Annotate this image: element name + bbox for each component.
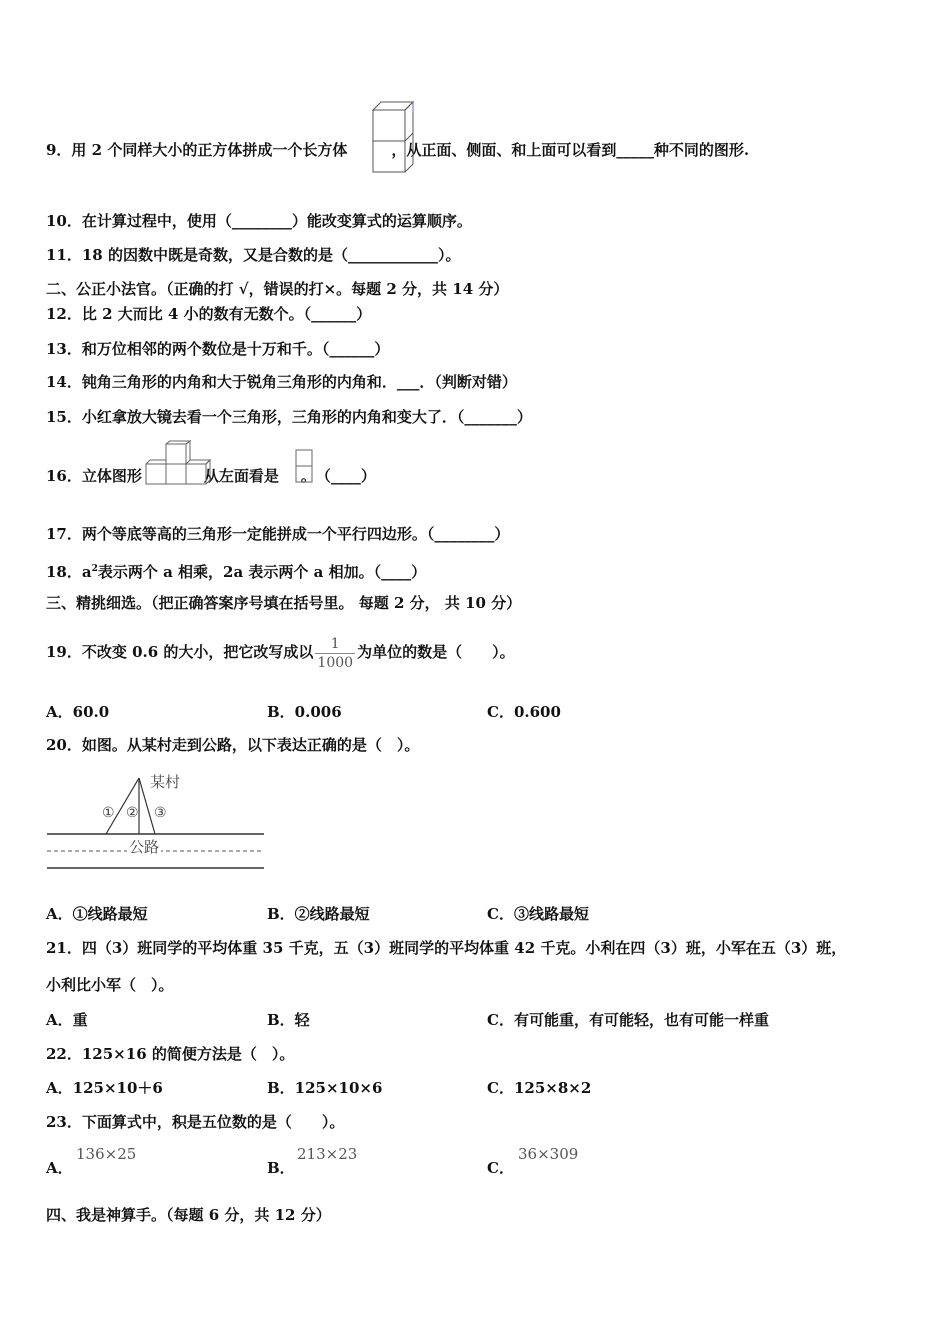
q18-superscript: 2 <box>91 564 98 574</box>
question-12: 12．比 2 大而比 4 小的数有无数个。（______） <box>46 305 372 323</box>
q18-text-rest: 表示两个 a 相乘，2a 表示两个 a 相加。（____） <box>97 563 427 581</box>
q9-text-pre: 9．用 2 个同样大小的正方体拼成一个长方体 <box>46 141 348 159</box>
q22-option-c: C．125×8×2 <box>487 1079 592 1097</box>
question-23: 23．下面算式中，积是五位数的是（ ）。 <box>46 1113 345 1131</box>
question-13: 13．和万位相邻的两个数位是十万和千。（______） <box>46 340 390 358</box>
section-4-heading: 四、我是神算手。（每题 6 分，共 12 分） <box>46 1206 331 1224</box>
q22-option-b: B．125×10×6 <box>267 1079 383 1097</box>
q20-option-b: B．②线路最短 <box>267 905 370 923</box>
left-view-figure <box>295 449 315 485</box>
q21-option-b: B．轻 <box>267 1011 310 1029</box>
q23-option-c-expression: 36×309 <box>518 1145 579 1163</box>
q23-option-b-label: B． <box>267 1159 295 1177</box>
route-1-label: ① <box>102 805 115 821</box>
question-21-line-1: 21．四（3）班同学的平均体重 35 千克，五（3）班同学的平均体重 42 千克。小利在四（3）班，小军在五（3）班， <box>46 939 847 957</box>
question-22: 22．125×16 的简便方法是（ ）。 <box>46 1045 295 1063</box>
road-label: 公路 <box>129 838 160 856</box>
q19-text-post: 为单位的数是（ ）。 <box>357 643 515 661</box>
q20-option-c: C．③线路最短 <box>487 905 589 923</box>
q21-option-a: A．重 <box>46 1011 88 1029</box>
section-2-heading: 二、公正小法官。（正确的打 √，错误的打×。每题 2 分，共 14 分） <box>46 280 509 298</box>
question-20: 20．如图。从某村走到公路，以下表达正确的是（ ）。 <box>46 736 420 754</box>
q16-text-post: 。 （____） <box>300 467 376 485</box>
fraction-denominator: 1000 <box>317 654 354 671</box>
q16-text-mid: 从左面看是 <box>203 467 279 485</box>
q23-option-a-label: A． <box>46 1159 73 1177</box>
section-3-heading: 三、精挑细选。（把正确答案序号填在括号里。 每题 2 分， 共 10 分） <box>46 594 522 612</box>
question-11: 11．18 的因数中既是奇数，又是合数的是（____________）。 <box>46 246 461 264</box>
q21-option-c: C．有可能重，有可能轻，也有可能一样重 <box>487 1011 769 1029</box>
solid-figure-cubes <box>145 440 211 486</box>
q19-option-a: A．60.0 <box>46 703 110 721</box>
fraction-one-thousandth <box>315 635 355 672</box>
q23-option-c-label: C． <box>487 1159 514 1177</box>
q19-option-c: C．0.600 <box>487 703 561 721</box>
q23-option-a-expression: 136×25 <box>76 1145 137 1163</box>
route-2-label: ② <box>126 805 139 821</box>
question-19 <box>46 622 515 682</box>
village-label: 某村 <box>150 773 181 791</box>
q19-text-pre: 19．不改变 0.6 的大小，把它改写成以 <box>46 643 314 661</box>
q20-option-a: A．①线路最短 <box>46 905 148 923</box>
question-17: 17．两个等底等高的三角形一定能拼成一个平行四边形。（________） <box>46 525 510 543</box>
two-cube-cuboid-figure <box>371 100 416 174</box>
question-14: 14．钝角三角形的内角和大于锐角三角形的内角和．___．（判断对错） <box>46 373 517 391</box>
q22-option-a: A．125×10＋6 <box>46 1079 163 1097</box>
question-18 <box>46 559 426 582</box>
question-15: 15．小红拿放大镜去看一个三角形，三角形的内角和变大了．（_______） <box>46 408 532 426</box>
q9-text-post: ，从正面、侧面、和上面可以看到_____种不同的图形. <box>391 141 750 159</box>
q19-option-b: B．0.006 <box>267 703 342 721</box>
route-3-label: ③ <box>154 805 167 821</box>
fraction-numerator: 1 <box>315 635 355 654</box>
q23-option-b-expression: 213×23 <box>297 1145 358 1163</box>
q16-text-pre: 16．立体图形 <box>46 467 142 485</box>
question-21-line-2: 小利比小军（ ）。 <box>46 976 174 994</box>
question-10: 10．在计算过程中，使用（________）能改变算式的运算顺序。 <box>46 212 472 230</box>
q18-text-a: 18．a <box>46 563 92 581</box>
